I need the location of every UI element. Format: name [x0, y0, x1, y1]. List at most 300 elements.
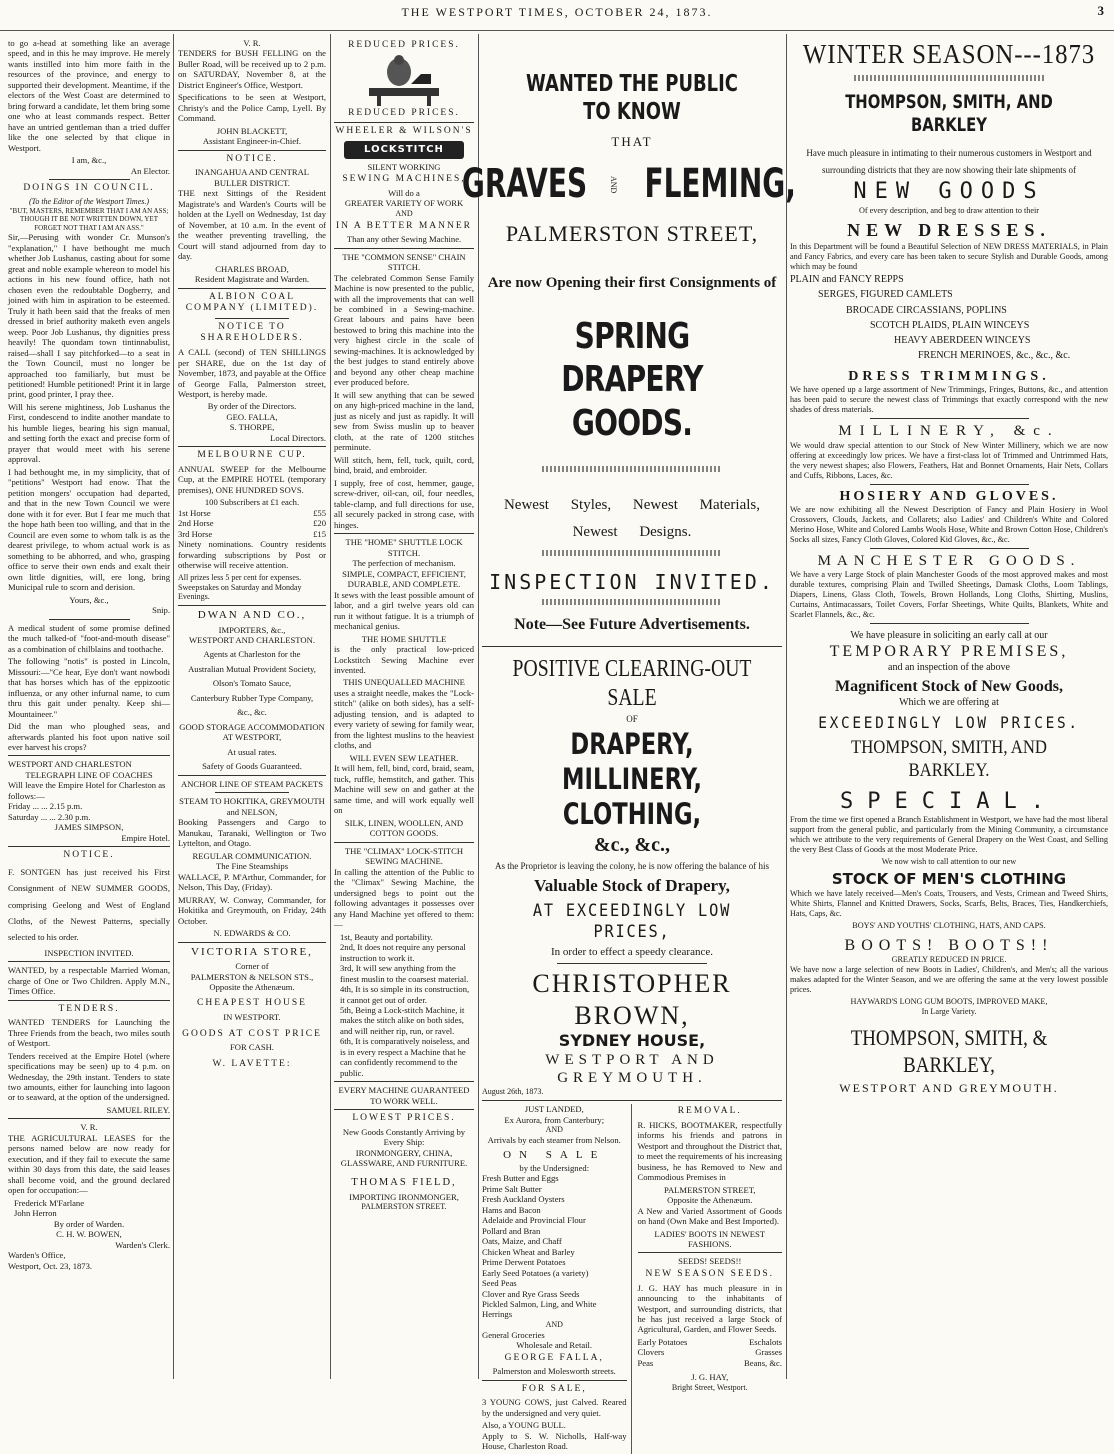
steam-text: Booking Passengers and Cargo to Manukau, Taranaki, Wellington or Two Lyttelton, and Otago. [178, 817, 326, 849]
common-text: Will stitch, hem, fell, tuck, quilt, cord, bind, braid, and embroider. [334, 454, 474, 476]
climax-point: 4th, It is so simple in its construction, it cannot get out of order. [340, 984, 470, 1005]
fabric-item: HEAVY ABERDEEN WINCEYS [894, 335, 1031, 346]
leases-order: By order of Warden. [53, 1218, 125, 1229]
proprietor-text: As the Proprietor is leaving the colony, he is now offering the balance of his [495, 861, 769, 872]
temporary-heading: TEMPORARY PREMISES, [829, 643, 1069, 661]
machine-text: SILENT WORKING [367, 161, 441, 172]
column-rule [173, 34, 174, 1379]
hicks-ad [638, 1104, 783, 1454]
manchester-text: We have a very Large Stock of plain Manchester Goods of the most approved makes and most durable textures, comprising Plain and Twilled Sheetings, Damask Cloths, Loom Tablings, Diapers, Linens, Glass Cloth, Towels, Brown Hollands, Long Cloths, Shirting, Muslins, Curtains, Antimacassars, Toilet Covers, Forfar Sheetings, White Quilts, Blankets, White and Scarlet Flannels, &c., &c. [790, 570, 1108, 620]
column-5 [790, 38, 1108, 1379]
machine-text: SEWING MACHINES, [342, 174, 466, 185]
spring-heading: SPRING DRAPERY GOODS. [561, 315, 703, 445]
seed-row [638, 1337, 783, 1347]
paragraph: Did the man who ploughed seas, and afterwards planted his foot upon native soil ever harvest his crops? [8, 721, 170, 752]
wish-text: We now wish to call attention to our new [881, 857, 1017, 867]
steam-text: The Fine Steamships [215, 861, 289, 872]
seed-row [638, 1347, 783, 1357]
graves-fleming-banner [462, 160, 797, 209]
boots-heading: BOOTS! BOOTS!! [844, 936, 1054, 954]
divider [870, 418, 1029, 419]
horse-amount: £20 [313, 518, 326, 529]
coach-hotel: Empire Hotel. [121, 832, 170, 843]
court-notice: THE next Sittings of the Resident Magistrate's and Warden's Courts will be holden at the Lyell on Wednesday, 1st day of November, at 10 a.m. In the event of the weather preventing travelling, the Court will stand adjourned from day to day. [178, 188, 326, 262]
sewing-machine-illustration [359, 54, 449, 106]
victoria-text: Opposite the Athenæum. [209, 981, 295, 992]
signature: JOHN BLACKETT, [216, 125, 288, 136]
leases-text: THE AGRICULTURAL LEASES for the persons named below are now ready for execution, and if they fail to execute the same within 30 days from this date, the said leases shall become void, and the ground declared open for occupation:— [8, 1132, 170, 1196]
fabric-item: PLAIN and FANCY REPPS [790, 274, 904, 286]
sale-item: Clover and Rye Grass Seeds [482, 1288, 580, 1299]
page-header [0, 0, 1114, 31]
greatly-line: GREATLY REDUCED IN PRICE. [891, 955, 1007, 965]
home-sub: SILK, LINEN, WOOLLEN, AND COTTON GOODS. [344, 817, 464, 839]
guarantee: EVERY MACHINE GUARANTEED TO WORK WELL. [338, 1085, 470, 1106]
divider [8, 846, 170, 847]
seed: Clovers [637, 1347, 665, 1358]
soliciting-text: We have pleasure in soliciting an early call at our [850, 630, 1048, 642]
tsb-intro: Have much pleasure in intimating to their numerous customers in Westport and surrounding districts that they are now showing their late shipments of [806, 148, 1092, 176]
tsb-text: Of every description, and beg to draw attention to their [858, 206, 1040, 216]
divider [557, 963, 707, 964]
victoria-text: PALMERSTON & NELSON STS., [190, 971, 314, 982]
machine-text: AND [395, 208, 413, 218]
sale-item: Fresh Butter and Eggs [482, 1173, 559, 1184]
sale-item: Early Seed Potatoes (a variety) [482, 1267, 589, 1278]
sale-item: Chicken Wheat and Barley [482, 1246, 575, 1257]
trimmings-text: We have opened up a large assortment of New Trimmings, Fringes, Buttons, &c., and attention has been paid to secure the newest class of Trimmings that exactly correspond with the new shades of dress materials. [790, 385, 1108, 415]
ornament [854, 75, 1045, 81]
falla-text: AND [545, 1125, 563, 1135]
graves-name: GRAVES [462, 160, 588, 207]
climax-text: In calling the attention of the Public to the "Climax" Sewing Machine, the undersigned begs to point out the following advantages it possesses over any Hand Machine yet offered to them:— [334, 866, 474, 930]
seed: Peas [637, 1357, 654, 1368]
fabric-item: FRENCH MERINOES, &c., &c., &c. [918, 350, 1071, 362]
council-heading: DOINGS IN COUNCIL. [23, 183, 155, 194]
falla-ad [482, 1104, 632, 1454]
tsb-heading-3: THOMPSON, SMITH, & BARKLEY, [850, 1025, 1048, 1078]
divider [178, 942, 326, 943]
divider [178, 288, 326, 289]
steam-heading: STEAM TO HOKITIKA, GREYMOUTH and NELSON, [179, 796, 325, 817]
dwan-text: Olson's Tomato Sauce, [212, 678, 292, 689]
sontgen-ad: F. SONTGEN has just received his First Consignment of NEW SUMMER GOODS, comprising Geelong and West of England Cloths, of the Newest Patterns, specially selected to his order. [8, 866, 170, 943]
sale-item: Fresh Auckland Oysters [482, 1194, 565, 1205]
falla-text: Ex Aurora, from Canterbury; [504, 1114, 605, 1125]
page-number: 3 [1097, 3, 1104, 18]
ornament [542, 466, 722, 472]
horse-amount: £15 [313, 528, 326, 539]
tsb-heading-2: THOMPSON, SMITH, AND BARKLEY. [850, 737, 1048, 782]
horse-label: 1st Horse [178, 507, 211, 518]
sale-item: Prime Salt Butter [482, 1183, 542, 1194]
lessee: Frederick M'Farlane [14, 1197, 85, 1208]
sale-item: Pollard and Bran [482, 1225, 541, 1236]
horse-label: 3rd Horse [178, 528, 213, 539]
divider [334, 1109, 474, 1110]
sale-item: Pickled Salmon, Ling, and White Herrings [482, 1299, 597, 1320]
sale-item: Prime Derwent Potatoes [482, 1257, 566, 1268]
field-text: IMPORTING IRONMONGER, [349, 1191, 459, 1202]
masthead-title: THE WESTPORT TIMES, OCTOBER 24, 1873. [401, 5, 713, 19]
divider [178, 150, 326, 151]
sydney-heading: SYDNEY HOUSE, [558, 1031, 706, 1051]
hay-address: Bright Street, Westport. [671, 1382, 748, 1392]
leases-signature: C. H. W. BOWEN, [56, 1229, 122, 1240]
exlow-heading: EXCEEDINGLY LOW PRICES. [818, 712, 1080, 732]
note-line: Note—See Future Advertisements. [514, 615, 750, 633]
home-text: is the only practical low-priced Lockstitch Sewing Machine ever invented. [334, 644, 474, 675]
variety-line: In Large Variety. [921, 1007, 977, 1017]
manchester-heading: MANCHESTER GOODS. [817, 552, 1081, 569]
divider [638, 1252, 783, 1253]
climax-heading: THE "CLIMAX" LOCK-STITCH SEWING MACHINE. [344, 845, 464, 867]
home-sub: THE HOME SHUTTLE [361, 633, 447, 644]
climax-point: 1st, Beauty and portability. [340, 931, 433, 942]
signature: S. THORPE, [229, 422, 275, 433]
council-subheading: (To the Editor of the Westport Times.) [28, 196, 150, 206]
hay-signature: J. G. HAY, [691, 1372, 729, 1383]
signature: N. EDWARDS & CO. [213, 928, 291, 939]
field-name: THOMAS FIELD, [351, 1176, 457, 1188]
climax-point: 3rd, It will sew anything from the finest muslin to the coarsest material. [340, 963, 469, 984]
millinery-heading: MILLINERY, &c. [838, 423, 1060, 440]
order-line: In order to effect a speedy clearance. [551, 946, 713, 959]
hicks-text: PALMERSTON STREET, [663, 1184, 756, 1195]
sale-item: Adelaide and Provincial Flour [482, 1215, 586, 1226]
victoria-text: GOODS AT COST PRICE [182, 1028, 322, 1039]
dwan-text: Agents at Charleston for the [203, 649, 301, 660]
divider [870, 623, 1029, 624]
falla-text: General Groceries [482, 1329, 545, 1340]
winter-heading: WINTER SEASON---1873 [802, 39, 1096, 69]
coach-heading: WESTPORT AND CHARLESTON [8, 759, 132, 770]
dwan-text: Canterbury Rubber Type Company, [190, 692, 314, 703]
mens-heading: STOCK OF MEN'S CLOTHING [831, 870, 1067, 889]
steam-sub: REGULAR COMMUNICATION. [192, 850, 312, 861]
home-heading: THE "HOME" SHUTTLE LOCK STITCH. [345, 537, 463, 558]
seeds-heading: NEW SEASON SEEDS. [645, 1268, 775, 1279]
divider [8, 961, 170, 962]
home-sub: THIS UNEQUALLED MACHINE [343, 677, 465, 688]
coach-text: Will leave the Empire Hotel for Charleston as follows:— [8, 780, 166, 801]
brown-date: August 26th, 1873. [482, 1087, 544, 1097]
low-line: AT EXCEEDINGLY LOW PRICES, [532, 900, 732, 942]
newest-line: Newest Styles, Newest Materials, Newest Designs. [503, 497, 761, 541]
horse-amount: £55 [313, 507, 326, 518]
sewing-machine-icon [359, 54, 449, 106]
coach-proprietor: JAMES SIMPSON, [54, 822, 124, 833]
falla-text: Wholesale and Retail. [516, 1340, 593, 1351]
anchor-heading: ANCHOR LINE OF STEAM PACKETS [181, 778, 323, 789]
signature-title: Local Directors. [270, 432, 326, 443]
millinery-text: We would draw special attention to our Stock of New Winter Millinery, which we are now offering at exceedingly low prices. We have a first-class lot of Trimmed and Untrimmed Hats, the very newest shapes; also Flowers, Feathers, Hat and Bonnet Ornaments, Hair Nets, Collars and Cuffs, Ribbons, Laces, &c. [790, 440, 1108, 480]
letter-text: to go a-head at something like an average speed, and in this he may improve. He merely wants instilled into him more faith in the resources of the province, and energy to supported their development. Meantime, if the electors of the West Coast are determined to bring forward a candidate, let them bring some one who at least commands respect. Better have an untried gentleman than a tried duffer like the one selected by that clique in Westport. [8, 38, 170, 153]
sweep-text: Sweepstakes on Saturday and Monday Evenings. [178, 582, 302, 602]
of-line: OF [626, 713, 638, 724]
tenders-text: Tenders received at the Empire Hotel (where specifications may be seen) up to 4 p.m. on Wednesday, the 29th instant. Tenders to state two amounts, either for launching into lagoon or to seaward, at the option of the undersigned. [8, 1050, 170, 1103]
divider [178, 446, 326, 447]
council-quote: "BUT, MASTERS, REMEMBER THAT I AM AN ASS; THOUGH IT BE NOT WRITTEN DOWN, YET FORGET NOT THAT I AM AN ASS." [9, 206, 169, 232]
falla-text: by the Undersigned: [519, 1162, 590, 1173]
divider [482, 1380, 627, 1381]
tsb-loc: WESTPORT AND GREYMOUTH. [839, 1080, 1059, 1095]
seed-row [638, 1358, 783, 1368]
dresses-heading: NEW DRESSES. [847, 220, 1051, 241]
palmerston-heading: PALMERSTON STREET, [505, 220, 759, 246]
horse-label: 2nd Horse [178, 518, 214, 529]
divider [334, 248, 474, 249]
boots-text: We have now a large selection of new Boots in Ladies', Children's, and Men's; all the various makes adapted for the Winter Season, and we are offering the same at the very lowest possible prices. [790, 965, 1108, 995]
council-text: I had bethought me, in my simplicity, that of "petitions" Westport had enow. That the petition mongers' occupation had departed, and that in the new Town Council we were done with it for ever. But I fear me much that the hope hath been too willing, and that in the Council are even some to whom talk is as the dearest privilege, to whom actual work is as something to be abhorred, and who, grasping office to serve their own ends and exalt their own little dignities, will, ere long, bring Municipal rule to scorn and derision. [8, 466, 170, 593]
subscribers: 100 Subscribers at £1 each. [204, 497, 300, 508]
dwan-text: Australian Mutual Provident Society, [188, 663, 316, 674]
leases-title: Warden's Clerk. [115, 1239, 170, 1250]
cows-text: Also, a YOUNG BULL. [482, 1420, 566, 1431]
seed: Beans, &c. [744, 1357, 782, 1368]
common-text: The celebrated Common Sense Family Machine is now presented to the public, with all the improvements that can well be combined in a Sewing-machine. Great labours and pains have been bestowed to bring this machine into the very highest circle in the scale of sewing-machines. It is acknowledged by the best judges to stand entirely above and beyond any other cheap machine ever produced before. [334, 272, 474, 388]
falla-heading: JUST LANDED, [524, 1104, 584, 1115]
steam-text: WALLACE, P. M'Arthur, Commander, for Nelson, This Day, (Friday). [178, 871, 326, 893]
machine-text: Than any other Sewing Machine. [346, 234, 462, 245]
hosiery-text: We are now exhibiting all the Newest Description of Fancy and Plain Hosiery in Wool Crossovers, Clouds, Jackets, and Collarets; also Ladies' and Children's White and Colored Merino Hose, White and Colored Lambs Wools Hose, White and Brown Cotton Hose, Children's Socks all sizes, Fancy Cloth Gloves, Colored Kid Gloves, &c., &c. [790, 504, 1108, 544]
special-heading: SPECIAL. [840, 788, 1058, 814]
machine-text: Will do a [388, 187, 420, 198]
tenders-text: WANTED TENDERS for Launching the Three Friends from the beach, two miles south of Westport. [8, 1017, 170, 1049]
dwan-text: GOOD STORAGE ACCOMMODATION AT WESTPORT, [179, 721, 325, 743]
call-notice: A CALL (second) of TEN SHILLINGS per SHARE, due on the 1st day of November, 1873, and payable at the Office of George Falla, Palmerston street, Westport, is hereby made. [178, 347, 326, 399]
company-heading: ALBION COAL COMPANY (LIMITED). [185, 291, 319, 314]
that-line: THAT [611, 134, 653, 150]
divider [482, 1100, 782, 1101]
sweep-text: Ninety nominations. Country residents forwarding subscriptions by Post or otherwise will receive attention. [178, 539, 326, 571]
hosiery-heading: HOSIERY AND GLOVES. [839, 488, 1059, 504]
leases-office: Warden's Office, [8, 1250, 66, 1261]
bush-felling-ad: TENDERS for BUSH FELLING on the Buller Road, will be received up to 2 p.m. on SATURDAY, November 8, at the District Engineer's Office, Westport. [178, 48, 326, 90]
hay-text: J. G. HAY has much pleasure in in announcing to the inhabitants of Westport, and surrounding districts, that he has just received a large Stock of Agricultural, Garden, and Flower Seeds. [637, 1282, 782, 1335]
coach-time: Friday ... ... 2.15 p.m. [8, 801, 83, 812]
council-text: Sir,—Perusing with wonder Cr. Munson's "explanation," I have bethought me much whether Job Lushanus, casting about for some great and noble example whereon to model his actions in his new found office, hath not chosen even the redoubtable Dogberry, and joined with him in aspiration to be esteemed. Truly it hath been said that the freaks of men dressed in brief authority maketh even angels weep. Poor Job Lushanus, thy dignities press heavily! The quondam town tintinnabulist, raised—shall I say pitchforked—to a seat in the Town Council, must no longer be approached too familiarly, but must be petitioned! Humble petitioned! Print it in large print, good printer, I pray thee. [8, 232, 170, 400]
cows-text: Apply to S. W. Nicholls, Half-way House, Charleston Road. [482, 1430, 627, 1452]
column-rule [786, 34, 787, 1379]
valuable-line: Valuable Stock of Drapery, [534, 876, 730, 896]
divider [49, 619, 130, 620]
sweep-ad: ANNUAL SWEEP for the Melbourne Cup, at the EMPIRE HOTEL (temporary premises), ONE HUNDRED SOVS. [178, 464, 326, 495]
seed: Grasses [755, 1347, 782, 1358]
sale-item: Oats, Maize, and Chaff [482, 1236, 562, 1247]
paragraph: A medical student of some promise defined the much talked-of "foot-and-mouth disease" as a combination of chilblains and toothache. [8, 622, 170, 654]
on-sale-heading: ON SALE [503, 1149, 606, 1162]
special-text: From the time we first opened a Branch Establishment in Westport, we have had the most liberal support from the general public, and particularly from the Mining Community, a circumstance which we attribute to the very requirements of General Drapery on the West Coast, and Selling the very Best Class of Goods at the most Moderate Price. [790, 815, 1108, 855]
fleming-name: FLEMING, [644, 160, 797, 207]
notice-heading: NOTICE. [226, 153, 278, 164]
fabric-item: SERGES, FIGURED CAMLETS [818, 289, 953, 301]
bottom-ads [482, 1104, 782, 1454]
divider [870, 484, 1029, 485]
divider [215, 318, 289, 319]
sale-item: Seed Peas [482, 1278, 517, 1289]
coach-subheading: TELEGRAPH LINE OF COACHES [25, 769, 153, 780]
column-rule [330, 34, 331, 1379]
reduced-heading: REDUCED PRICES. [348, 40, 460, 50]
notice-heading: NOTICE. [63, 850, 115, 861]
and-word: AND [609, 175, 619, 194]
horse-row [178, 518, 326, 528]
divider [8, 1000, 170, 1001]
wheeler-heading: WHEELER & WILSON'S [335, 126, 473, 137]
sale-item: Hams and Bacon [482, 1204, 541, 1215]
horse-row [178, 529, 326, 539]
signature: GEO. FALLA, [226, 411, 278, 422]
letter-sign: I am, &c., [71, 155, 107, 166]
lessee: John Herron [14, 1208, 57, 1219]
signature: CHARLES BROAD, [215, 263, 289, 274]
brown-loc: WESTPORT AND GREYMOUTH. [545, 1051, 719, 1087]
inspection-line: INSPECTION INVITED. [44, 947, 134, 958]
mens-text: Which we have lately received—Men's Coats, Trousers, and Vests, Crimean and Tweed Shirts, White Shirts, Flannel and Knitted Drawers, Socks, Scarfs, Belts, Braces, Ties, Handkerchiefs, Hats, Caps, &c. [790, 888, 1108, 918]
ornament [542, 550, 722, 556]
vr-mark: V. R. [243, 38, 261, 48]
climax-point: 2nd, It does not require any personal instruction to work it. [340, 942, 466, 963]
divider [8, 755, 170, 756]
ornament [542, 599, 722, 605]
field-text: New Goods Constantly Arriving by Every Ship: [342, 1126, 466, 1148]
divider [334, 1081, 474, 1082]
letter-sign: Yours, &c., [69, 594, 109, 605]
hicks-text: R. HICKS, BOOTMAKER, respectfully informs his friends and patrons in Westport and throughout the District that, to meet the requirements of his increasing business, he has Removed to New and Commodious Premises in [637, 1119, 782, 1183]
dwan-sub: IMPORTERS, &c., [218, 624, 286, 635]
andc-line: &c., &c., [593, 833, 671, 856]
field-heading: LOWEST PRICES. [352, 1113, 456, 1124]
inspection-heading: INSPECTION INVITED. [489, 570, 775, 595]
fabric-item: SCOTCH PLAIDS, PLAIN WINCEYS [870, 319, 1030, 331]
cows-text: 3 YOUNG COWS, just Calved. Reared by the undersigned and very quiet. [482, 1397, 627, 1418]
positive-heading: POSITIVE CLEARING-OUT SALE [512, 656, 752, 712]
wanted-ad: WANTED, by a respectable Married Woman, charge of One or Two Children. Apply M.N., Times Office. [8, 965, 170, 997]
dwan-text: At usual rates. [227, 746, 277, 757]
hicks-text: Opposite the Athenæum. [667, 1195, 753, 1206]
cows-heading: FOR SALE, [521, 1383, 587, 1394]
new-goods-heading: NEW GOODS [853, 179, 1045, 205]
order-line: By order of the Directors. [207, 401, 297, 412]
leases-date: Westport, Oct. 23, 1873. [8, 1260, 93, 1271]
machine-text: GREATER VARIETY OF WORK [344, 198, 464, 209]
lockstitch-badge: LOCKSTITCH [344, 141, 464, 159]
field-text: IRONMONGERY, CHINA, GLASSWARE, AND FURNITURE. [340, 1147, 468, 1169]
seeds-heading: SEEDS! SEEDS!! [678, 1256, 742, 1267]
divider [8, 1118, 170, 1119]
offering-text: Which we are offering at [899, 696, 999, 708]
column-4 [462, 38, 797, 1452]
home-text: uses a straight needle, makes the "Lock-stitch" (alike on both sides), has a self-adjusting tension, and is adapted to every variety of sewing for family wear, from the lightest muslins to the heaviest cloths, and [334, 687, 474, 751]
climax-point: 6th, It is comparatively noiseless, and is in every respect a Machine that he can confidently recommend to the public. [340, 1036, 470, 1078]
steam-text: MURRAY, W. Conway, Commander, for Hokitika and Greymouth, on Friday, 24th October. [178, 894, 326, 926]
signature-title: Assistant Engineer-in-Chief. [202, 136, 302, 147]
council-text: Will his serene mightiness, Job Lushanus the First, condescend to indite another mandate to his humble lieges, bearing his sign manual, and setting forth the exact and precise form of prayer that would meet with his serene approval. [8, 401, 170, 465]
column-3 [334, 38, 474, 1379]
hicks-text: A New and Varied Assortment of Goods on hand (Own Make and Best Imported). [637, 1205, 782, 1227]
divider [334, 533, 474, 534]
divider [178, 775, 326, 776]
vr-mark: V. R. [80, 1122, 98, 1133]
coach-time: Saturday ... ... 2.30 p.m. [8, 811, 91, 822]
divider [870, 548, 1029, 549]
divider [334, 842, 474, 843]
dresses-text: In this Department will be found a Beautiful Selection of NEW DRESS MATERIALS, in Plain and Fancy Fabrics, and every care has been taken to secure Stylish and Durable Goods, among which may be found [790, 242, 1108, 272]
divider [49, 179, 130, 180]
home-sub: WILL EVEN SEW LEATHER. [349, 752, 459, 763]
victoria-text: Corner of [235, 961, 269, 972]
trimmings-heading: DRESS TRIMMINGS. [848, 369, 1050, 385]
drapery-heading: DRAPERY, MILLINERY, CLOTHING, [562, 726, 702, 832]
common-text: I supply, free of cost, hemmer, gauge, screw-driver, oil-can, oil, four needles, table-clamp, and full directions for use, all securely packed in strong case, with hinges. [334, 477, 474, 530]
dwan-text: &c., &c. [237, 707, 267, 718]
district-heading: INANGAHUA AND CENTRAL BULLER DISTRICT. [194, 167, 310, 188]
inspection-text: and an inspection of the above [888, 661, 1010, 673]
reduced-heading: REDUCED PRICES. [348, 107, 460, 118]
letter-signature: Snip. [152, 605, 170, 616]
climax-point: 5th, Being a Lock-stitch Machine, it makes the stitch alike on both sides, and will neither rip, run, or ravel. [340, 1005, 465, 1036]
cup-heading: MELBOURNE CUP. [197, 450, 307, 461]
victoria-text: FOR CASH. [230, 1042, 274, 1053]
machine-text: IN A BETTER MANNER [335, 220, 472, 231]
magnificent-heading: Magnificent Stock of New Goods, [835, 678, 1063, 696]
dwan-heading: DWAN AND CO., [197, 609, 307, 622]
common-heading: THE "COMMON SENSE" CHAIN STITCH. [342, 251, 466, 273]
brown-heading: CHRISTOPHER BROWN, [532, 968, 732, 1030]
wanted-heading: WANTED THE PUBLIC TO KNOW [526, 71, 738, 126]
horse-list [178, 508, 326, 539]
falla-text: AND [545, 1319, 563, 1329]
falla-text: Palmerston and Molesworth streets. [492, 1366, 616, 1377]
hayward-line: HAYWARD'S LONG GUM BOOTS, IMPROVED MAKE, [850, 997, 1048, 1007]
victoria-text: CHEAPEST HOUSE [197, 998, 307, 1009]
divider [178, 605, 326, 606]
horse-row [178, 508, 326, 518]
hicks-text: LADIES' BOOTS IN NEWEST FASHIONS. [654, 1228, 766, 1249]
divider [334, 122, 474, 123]
victoria-text: IN WESTPORT. [223, 1012, 281, 1023]
sweep-text: All prizes less 5 per cent for expenses. [178, 572, 302, 582]
seed: Early Potatoes [637, 1336, 688, 1347]
fabric-item: BROCADE CIRCASSIANS, POPLINS [846, 304, 1007, 316]
home-sub: SIMPLE, COMPACT, EFFICIENT, DURABLE, AND COMPLETE. [342, 568, 466, 590]
boys-line: BOYS' AND YOUTHS' CLOTHING, HATS, AND CAPS. [852, 920, 1046, 930]
bush-felling-ad: Specifications to be seen at Westport, Christy's and the Police Camp, Lyell. By Command. [178, 92, 326, 124]
field-text: PALMERSTON STREET. [361, 1202, 447, 1212]
divider [482, 646, 782, 647]
notice-heading: NOTICE TO SHAREHOLDERS. [200, 321, 304, 344]
tsb-heading: THOMPSON, SMITH, AND BARKLEY [845, 90, 1053, 137]
victoria-signature: W. LAVETTE: [212, 1058, 292, 1069]
column-rule [478, 34, 479, 1379]
home-text: It will hem, fell, bind, cord, braid, seam, tuck, ruffle, hemstitch, and gather. This Machine will sew on and gather at the same time, and will work equally well on [334, 763, 474, 816]
paragraph: The following "notis" is posted in Lincoln, Missouri:—"Ce hear, Eye don't want nowbodi that has horses which has of the eppizootic influenza, or any other infurnal name, to cum thru this gait under penalty. Keep shi—Mountaineer." [8, 656, 170, 719]
home-sub: The perfection of mechanism. [352, 558, 456, 569]
opening-text: Are now Opening their first Consignments of [487, 274, 777, 291]
tenders-signature: SAMUEL RILEY. [106, 1104, 170, 1115]
home-text: It sews with the least possible amount of labor, and a girl twelve years old can run it without fatigue. It is a triumph of mechanical genius. [334, 589, 474, 632]
tenders-heading: TENDERS. [58, 1003, 120, 1014]
falla-text: Arrivals by each steamer from Nelson. [487, 1134, 621, 1145]
divider [215, 792, 289, 793]
removal-heading: REMOVAL. [677, 1106, 742, 1117]
seed: Eschalots [749, 1336, 782, 1347]
dwan-loc: WESTPORT AND CHARLESTON. [189, 634, 315, 645]
dwan-text: Safety of Goods Guaranteed. [202, 761, 302, 772]
falla-name: GEORGE FALLA, [504, 1352, 604, 1363]
common-text: It will sew anything that can be sewed on any high-priced machine in the land, just as nicely and just as rapidly. It will sew from Swiss muslin up to beaver cloth, at the rate of 1200 stitches perminute. [334, 389, 474, 453]
